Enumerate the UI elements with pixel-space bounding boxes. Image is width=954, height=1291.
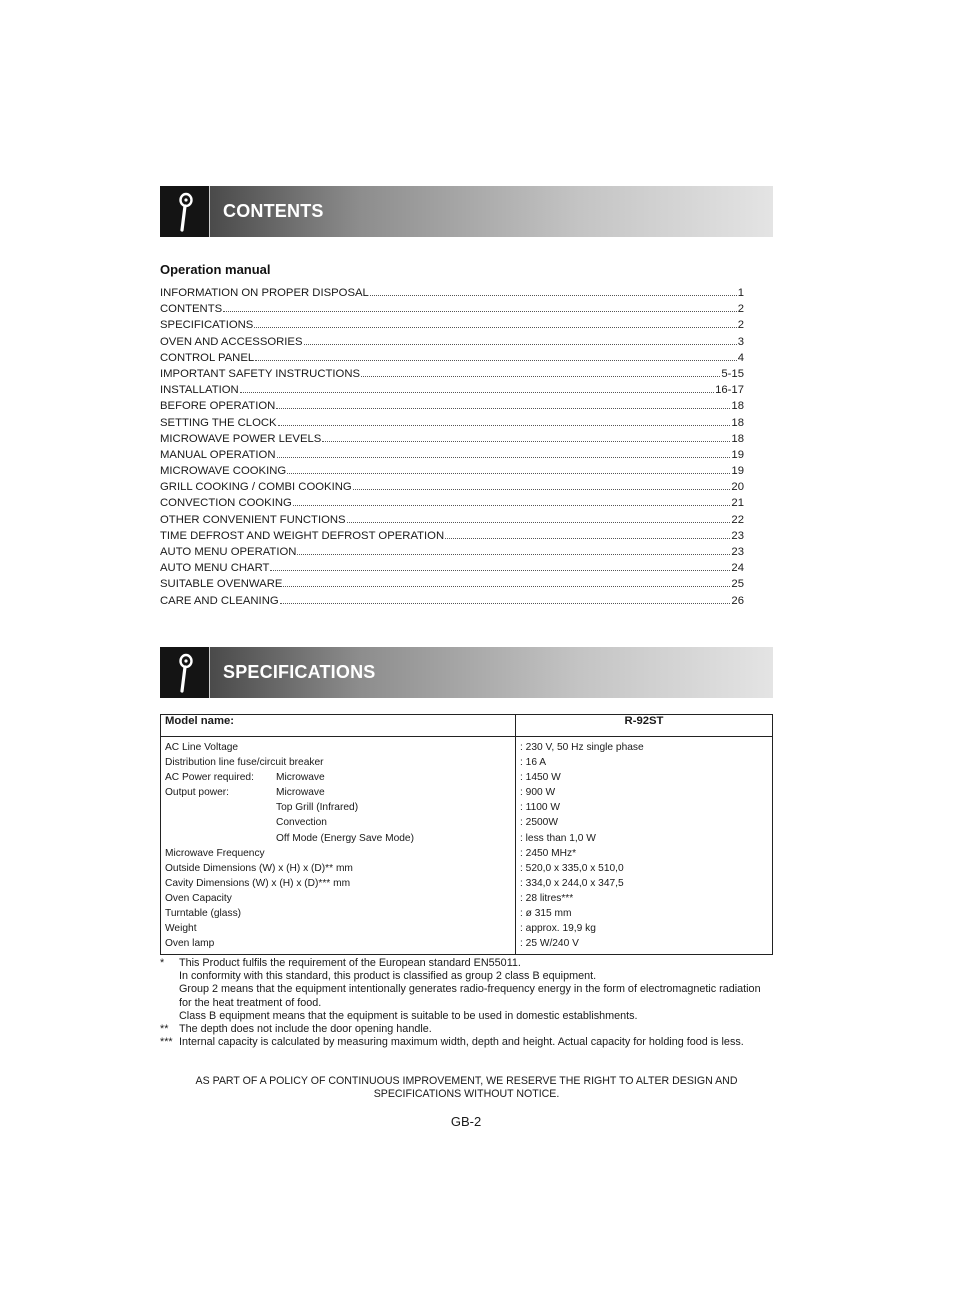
toc-entry-label: SUITABLE OVENWARE: [160, 578, 283, 591]
spec-label: Cavity Dimensions (W) x (H) x (D)*** mm: [165, 877, 351, 889]
spec-sublabel: Off Mode (Energy Save Mode): [276, 832, 414, 844]
toc-leader-dots: [223, 301, 737, 312]
model-name-label: Model name:: [161, 715, 516, 737]
toc-entry-page: 5-15: [721, 367, 744, 380]
spec-label-row: [165, 891, 515, 906]
footnote-mark: **: [160, 1023, 169, 1036]
toc-entry: [160, 544, 744, 560]
footnote-line: Group 2 means that the equipment intentionally generates radio-frequency energy in the form of electromagnetic radiation for the heat treatment of food.: [179, 983, 761, 1009]
toc-leader-dots: [254, 317, 736, 328]
spec-label: Weight: [165, 923, 197, 935]
spec-value: : 1100 W: [520, 802, 561, 814]
toc-entry-label: CARE AND CLEANING: [160, 594, 279, 607]
toc-entry-page: 19: [731, 465, 744, 478]
toc-entry: [160, 334, 744, 350]
toc-entry: [160, 398, 744, 414]
spec-label-row: [165, 770, 515, 785]
toc-entry-page: 16-17: [715, 384, 744, 397]
spec-value: : 2500W: [520, 817, 558, 829]
toc-entry-page: 18: [731, 400, 744, 413]
footnote-text: [179, 1023, 774, 1036]
spec-label-row: [165, 740, 515, 755]
footnote: [160, 1023, 774, 1036]
spec-label-row: [165, 755, 515, 770]
spec-label-row: [165, 815, 515, 830]
spec-label-row: [165, 921, 515, 936]
spec-label-row: [165, 785, 515, 800]
spec-sublabel: Microwave: [276, 787, 325, 799]
toc-entry: [160, 431, 744, 447]
spec-value: : 334,0 x 244,0 x 347,5: [520, 877, 624, 889]
spec-value: : 25 W/240 V: [520, 938, 579, 950]
spec-label: AC Power required:: [165, 772, 254, 784]
operation-manual-heading: Operation manual: [160, 262, 271, 277]
toc-entry-page: 3: [737, 335, 744, 348]
toc-entry-label: SETTING THE CLOCK: [160, 416, 277, 429]
spec-label-row: [165, 846, 515, 861]
toc-leader-dots: [280, 593, 731, 604]
contents-banner: [160, 186, 773, 237]
toc-entry-page: 20: [731, 481, 744, 494]
toc-entry: [160, 463, 744, 479]
toc-entry-page: 4: [737, 351, 744, 364]
toc-entry: [160, 350, 744, 366]
specifications-title: SPECIFICATIONS: [223, 662, 376, 682]
spec-value: : 900 W: [520, 787, 556, 799]
footnote-text: [179, 1036, 774, 1049]
toc-entry-label: AUTO MENU OPERATION: [160, 546, 297, 558]
specifications-table: [160, 714, 773, 955]
spec-label: AC Line Voltage: [165, 742, 239, 753]
spec-value: : 2450 MHz*: [520, 847, 577, 859]
spec-value: : 520,0 x 335,0 x 510,0: [520, 862, 624, 874]
toc-leader-dots: [277, 447, 731, 458]
spec-label: Output power:: [165, 787, 229, 799]
toc-entry-page: 21: [731, 497, 744, 510]
toc-entry-label: GRILL COOKING / COMBI COOKING: [160, 481, 352, 494]
toc-entry-label: TIME DEFROST AND WEIGHT DEFROST OPERATION: [160, 529, 445, 542]
model-name-value: R-92ST: [516, 715, 773, 737]
toc-entry-page: 1: [737, 287, 744, 299]
policy-notice: AS PART OF A POLICY OF CONTINUOUS IMPROVEMENT, WE RESERVE THE RIGHT TO ALTER DESIGN AND SPECIFICATIONS WITHOUT NOTICE.: [195, 1075, 738, 1101]
toc-entry-label: BEFORE OPERATION: [160, 400, 276, 413]
toc-entry: [160, 317, 744, 333]
spec-label: Distribution line fuse/circuit breaker: [165, 757, 324, 769]
toc-entry-page: 19: [731, 448, 744, 461]
toc-entry: [160, 285, 744, 301]
toc-leader-dots: [276, 398, 730, 409]
toc-entry-page: 2: [737, 303, 744, 316]
toc-entry-page: 18: [731, 416, 744, 429]
toc-entry-label: INFORMATION ON PROPER DISPOSAL: [160, 287, 369, 299]
toc-leader-dots: [255, 350, 737, 361]
toc-leader-dots: [322, 431, 730, 442]
toc-entry-label: INSTALLATION: [160, 384, 239, 397]
toc-leader-dots: [270, 560, 730, 571]
toc-entry: [160, 512, 744, 528]
footnote: [160, 957, 774, 1023]
footnote-mark: ***: [160, 1036, 173, 1049]
info-i-icon: [160, 186, 210, 237]
toc-entry: [160, 415, 744, 431]
toc-entry-label: SPECIFICATIONS: [160, 319, 254, 332]
toc-entry-page: 23: [731, 546, 744, 558]
spec-label: Oven lamp: [165, 938, 215, 950]
spec-labels-column: [161, 737, 515, 954]
spec-values-column: [516, 737, 772, 954]
toc-entry: [160, 447, 744, 463]
spec-label-row: [165, 861, 515, 876]
toc-entry-page: 24: [731, 562, 744, 575]
footnote-mark: *: [160, 957, 165, 969]
footnote-line: This Product fulfils the requirement of the European standard EN55011.: [179, 957, 521, 969]
toc-leader-dots: [283, 576, 730, 587]
toc-leader-dots: [304, 334, 737, 345]
toc-entry: [160, 382, 744, 398]
toc-entry-label: OVEN AND ACCESSORIES: [160, 335, 303, 348]
spec-sublabel: Convection: [276, 817, 327, 829]
toc-entry-label: MICROWAVE POWER LEVELS: [160, 432, 322, 445]
toc-entry-label: CONTENTS: [160, 303, 223, 316]
spec-value: : less than 1,0 W: [520, 832, 596, 844]
toc-leader-dots: [361, 366, 720, 377]
toc-entry: [160, 528, 744, 544]
toc-entry: [160, 479, 744, 495]
spec-label-row: [165, 936, 515, 951]
spec-label-row: [165, 800, 515, 815]
footnote-text: [179, 957, 774, 1023]
page-number: GB-2: [450, 1114, 482, 1129]
toc-entry: [160, 560, 744, 576]
toc-leader-dots: [287, 463, 730, 474]
footnote-line: In conformity with this standard, this product is classified as group 2 class B equipment.: [179, 970, 597, 983]
toc-entry: [160, 495, 744, 511]
toc-entry-label: IMPORTANT SAFETY INSTRUCTIONS: [160, 367, 361, 380]
info-i-icon: [160, 647, 210, 698]
spec-value: : ø 315 mm: [520, 908, 572, 920]
spec-value: : 28 litres***: [520, 892, 574, 904]
spec-label: Oven Capacity: [165, 892, 232, 904]
footnote-line: Class B equipment means that the equipment is suitable to be used in domestic establishments.: [179, 1009, 638, 1022]
spec-label: Outside Dimensions (W) x (H) x (D)** mm: [165, 862, 353, 874]
spec-label-row: [165, 876, 515, 891]
spec-label-row: [165, 831, 515, 846]
toc-entry-label: OTHER CONVENIENT FUNCTIONS: [160, 513, 346, 526]
toc-entry-label: MICROWAVE COOKING: [160, 465, 287, 478]
toc-leader-dots: [353, 479, 731, 490]
footnote-line: The depth does not include the door opening handle.: [179, 1023, 432, 1036]
toc-entry-page: 26: [731, 594, 744, 607]
toc-entry: [160, 576, 744, 592]
spec-value: : 16 A: [520, 757, 547, 769]
toc-entry: [160, 366, 744, 382]
toc-entry-label: CONTROL PANEL: [160, 351, 255, 364]
toc-entry-label: AUTO MENU CHART: [160, 562, 270, 575]
toc-entry-page: 25: [731, 578, 744, 591]
toc-leader-dots: [240, 382, 714, 393]
spec-sublabel: Microwave: [276, 772, 325, 784]
toc-entry-label: CONVECTION COOKING: [160, 497, 292, 510]
toc-leader-dots: [278, 415, 731, 426]
spec-value: : approx. 19,9 kg: [520, 923, 596, 935]
toc-entry-page: 23: [731, 529, 744, 542]
toc-leader-dots: [297, 544, 730, 555]
spec-label-row: [165, 906, 515, 921]
toc-leader-dots: [370, 285, 737, 296]
specifications-banner: [160, 647, 773, 698]
toc-entry-label: MANUAL OPERATION: [160, 448, 276, 461]
contents-title: CONTENTS: [223, 201, 324, 221]
spec-value: : 230 V, 50 Hz single phase: [520, 742, 644, 753]
toc-entry: [160, 593, 744, 609]
toc-leader-dots: [445, 528, 730, 539]
spec-value: : 1450 W: [520, 772, 561, 784]
spec-sublabel: Top Grill (Infrared): [276, 802, 359, 814]
toc-entry-page: 22: [731, 513, 744, 526]
toc-entry: [160, 301, 744, 317]
footnotes: [160, 957, 774, 1049]
footnote-line: Internal capacity is calculated by measuring maximum width, depth and height. Actual capacity for holding food is less.: [179, 1036, 744, 1049]
toc-entry-page: 2: [737, 319, 744, 332]
footnote: [160, 1036, 774, 1049]
spec-label: Turntable (glass): [165, 908, 242, 920]
table-of-contents: [160, 285, 744, 609]
toc-entry-page: 18: [731, 432, 744, 445]
toc-leader-dots: [293, 495, 731, 506]
toc-leader-dots: [347, 512, 731, 523]
spec-label: Microwave Frequency: [165, 847, 265, 859]
